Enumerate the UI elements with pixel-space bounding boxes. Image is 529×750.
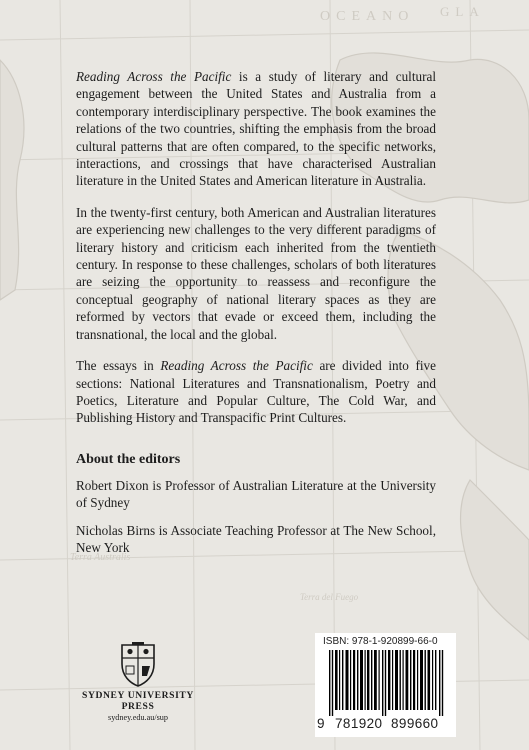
barcode-digit-group-1: 781920: [335, 716, 383, 731]
university-crest-icon: [118, 642, 158, 688]
description-paragraph-3: [76, 357, 436, 427]
editors-heading: About the editors: [76, 451, 181, 467]
barcode-digit-prefix: 9: [317, 716, 325, 731]
editor-bio-2: Nicholas Birns is Associate Teaching Professor at The New School, New York: [76, 522, 436, 555]
description-paragraph-2: In the twenty-first century, both American and Australian literatures are experiencing new challenges to the very different paradigms of literary history and criticism each inherited from the twentieth century. In response to these challenges, scholars of both literatures are seizing the opportunity to reassess and reconfigure the conceptual geography of national literary spaces as they are reformed by vectors that evade or exceed them, including the transnational, the local and the global.: [76, 204, 436, 342]
book-title-italic: Reading Across the Pacific: [160, 358, 313, 374]
description-text: is a study of literary and cultural engagement between the United States and Australia from a contemporary interdisciplinary perspective. The book examines the relations of the two countries, shifting the emphasis from the broad cultural patterns that are often compared, to the specific networks, interactions, and crossings that have characterised Australian literature in the United States and American literature in Australia.: [76, 69, 437, 189]
publisher-logo: [68, 642, 208, 722]
svg-text:Terra del Fuego: Terra del Fuego: [300, 592, 359, 602]
barcode-icon: [329, 650, 445, 716]
svg-text:OCEANO: OCEANO: [320, 9, 415, 24]
book-title-italic: Reading Across the Pacific: [76, 69, 232, 84]
barcode-digit-group-2: 899660: [391, 716, 439, 731]
svg-text:Terra Australis: Terra Australis: [70, 552, 131, 563]
barcode-panel: [315, 633, 456, 737]
back-cover-text: [76, 68, 436, 566]
description-text: are divided into five sections: National Literatures and Transnationalism, Poetry and Poetics, Literature and Popular Culture, The Cold War, and Publishing History and Transpacific Print Cultures.: [76, 358, 436, 426]
description-paragraph-1: [76, 68, 436, 190]
description-text: The essays in: [76, 358, 161, 374]
publisher-name: SYDNEY UNIVERSITY PRESS: [82, 690, 194, 712]
svg-text:GLA: GLA: [440, 4, 485, 19]
publisher-url: sydney.edu.au/sup: [108, 713, 168, 722]
editor-bio-1: Robert Dixon is Professor of Australian Literature at the University of Sydney: [76, 477, 436, 511]
isbn-label: ISBN: 978-1-920899-66-0: [323, 636, 438, 647]
